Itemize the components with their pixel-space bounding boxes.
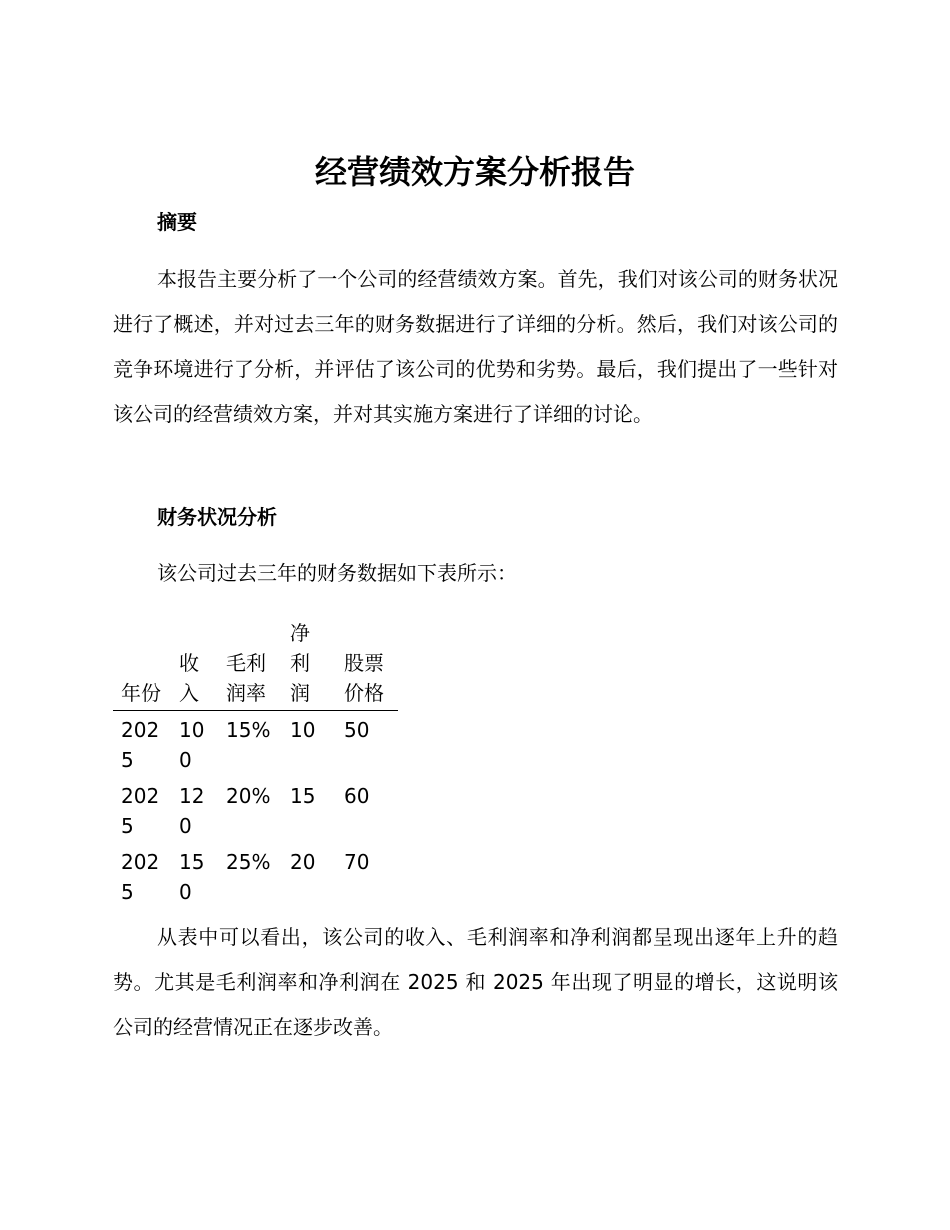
abstract-heading: 摘要 bbox=[157, 210, 197, 234]
table-cell-gross-margin: 15% bbox=[226, 718, 271, 742]
table-header-cell: 股票价格 bbox=[344, 651, 384, 705]
table-row bbox=[113, 777, 398, 843]
table-cell-year: 2025 bbox=[121, 718, 160, 772]
conclusion-paragraph: 从表中可以看出，该公司的收入、毛利润率和净利润都呈现出逐年上升的趋势。尤其是毛利润率和净利润在 2025 和 2025 年出现了明显的增长，这说明该公司的经营情况正在逐步改善。 bbox=[113, 925, 838, 1039]
table-header-cell: 年份 bbox=[121, 681, 161, 705]
table-row bbox=[113, 711, 398, 778]
table-cell-net-profit: 20 bbox=[290, 850, 316, 874]
table-cell-stock-price: 70 bbox=[344, 850, 370, 874]
financial-analysis-heading: 财务状况分析 bbox=[157, 505, 277, 529]
table-cell-year: 2025 bbox=[121, 850, 160, 904]
document-title: 经营绩效方案分析报告 bbox=[314, 153, 635, 191]
abstract-paragraph: 本报告主要分析了一个公司的经营绩效方案。首先，我们对该公司的财务状况进行了概述，并对过去三年的财务数据进行了详细的分析。然后，我们对该公司的竞争环境进行了分析，并评估了该公司的优势和劣势。最后，我们提出了一些针对该公司的经营绩效方案，并对其实施方案进行了详细的讨论。 bbox=[113, 267, 838, 426]
table-cell-gross-margin: 25% bbox=[226, 850, 271, 874]
table-header-cell: 毛利润率 bbox=[226, 651, 266, 705]
table-header-row bbox=[113, 616, 398, 711]
table-header-cell: 收入 bbox=[179, 651, 199, 705]
table-cell-gross-margin: 20% bbox=[226, 784, 271, 808]
table-cell-stock-price: 60 bbox=[344, 784, 370, 808]
table-cell-stock-price: 50 bbox=[344, 718, 370, 742]
financial-table-container bbox=[113, 616, 398, 909]
table-cell-revenue: 100 bbox=[179, 718, 205, 772]
table-cell-year: 2025 bbox=[121, 784, 160, 838]
table-cell-revenue: 150 bbox=[179, 850, 205, 904]
financial-data-table bbox=[113, 616, 398, 909]
table-cell-net-profit: 10 bbox=[290, 718, 316, 742]
table-cell-net-profit: 15 bbox=[290, 784, 316, 808]
table-intro-paragraph: 该公司过去三年的财务数据如下表所示： bbox=[157, 561, 517, 585]
table-row bbox=[113, 843, 398, 909]
table-header-cell: 净利润 bbox=[290, 621, 310, 705]
table-cell-revenue: 120 bbox=[179, 784, 205, 838]
